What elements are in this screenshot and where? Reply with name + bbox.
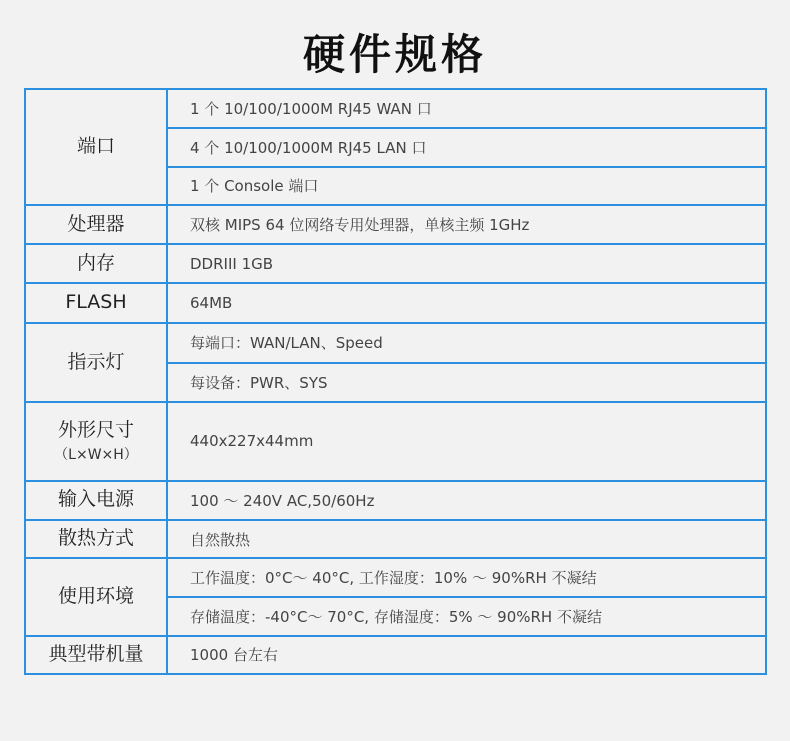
spec-value-port-console: 1 个 Console 端口 xyxy=(167,167,766,205)
spec-row-size xyxy=(25,402,766,481)
spec-label-cooling: 散热方式 xyxy=(25,520,167,558)
spec-row-load xyxy=(25,636,766,674)
spec-label-led: 指示灯 xyxy=(25,323,167,403)
spec-label-size-sub: （L×W×H） xyxy=(54,446,138,463)
spec-value-port-lan: 4 个 10/100/1000M RJ45 LAN 口 xyxy=(167,128,766,166)
spec-label-environment: 使用环境 xyxy=(25,558,167,636)
spec-value-flash: 64MB xyxy=(167,283,766,322)
spec-value-cpu: 双核 MIPS 64 位网络专用处理器，单核主频 1GHz xyxy=(167,205,766,244)
spec-label-flash: FLASH xyxy=(25,283,167,322)
spec-label-cpu: 处理器 xyxy=(25,205,167,244)
spec-value-led-device: 每设备：PWR、SYS xyxy=(167,363,766,402)
spec-value-cooling: 自然散热 xyxy=(167,520,766,558)
spec-label-power: 输入电源 xyxy=(25,481,167,520)
page-title: 硬件规格 xyxy=(302,30,487,79)
spec-value-environment-operating: 工作温度：0°C～ 40°C, 工作湿度：10% ～ 90%RH 不凝结 xyxy=(167,558,766,597)
spec-row-cooling xyxy=(25,520,766,558)
spec-value-memory: DDRIII 1GB xyxy=(167,244,766,283)
spec-row-environment xyxy=(25,558,766,597)
spec-row-memory xyxy=(25,244,766,283)
spec-label-load: 典型带机量 xyxy=(25,636,167,674)
spec-value-power: 100 ～ 240V AC,50/60Hz xyxy=(167,481,766,520)
spec-value-load: 1000 台左右 xyxy=(167,636,766,674)
spec-row-led xyxy=(25,323,766,363)
spec-row-flash xyxy=(25,283,766,322)
spec-value-led-port: 每端口：WAN/LAN、Speed xyxy=(167,323,766,363)
spec-label-port: 端口 xyxy=(25,89,167,205)
spec-value-environment-storage: 存储温度：-40°C～ 70°C, 存储湿度：5% ～ 90%RH 不凝结 xyxy=(167,597,766,635)
spec-value-port-wan: 1 个 10/100/1000M RJ45 WAN 口 xyxy=(167,89,766,128)
spec-value-size: 440x227x44mm xyxy=(167,402,766,481)
spec-row-port xyxy=(25,89,766,128)
spec-label-size-main: 外形尺寸 xyxy=(57,419,134,442)
spec-row-power xyxy=(25,481,766,520)
spec-label-memory: 内存 xyxy=(25,244,167,283)
spec-label-size xyxy=(25,402,167,481)
spec-table xyxy=(24,88,767,675)
spec-row-cpu xyxy=(25,205,766,244)
